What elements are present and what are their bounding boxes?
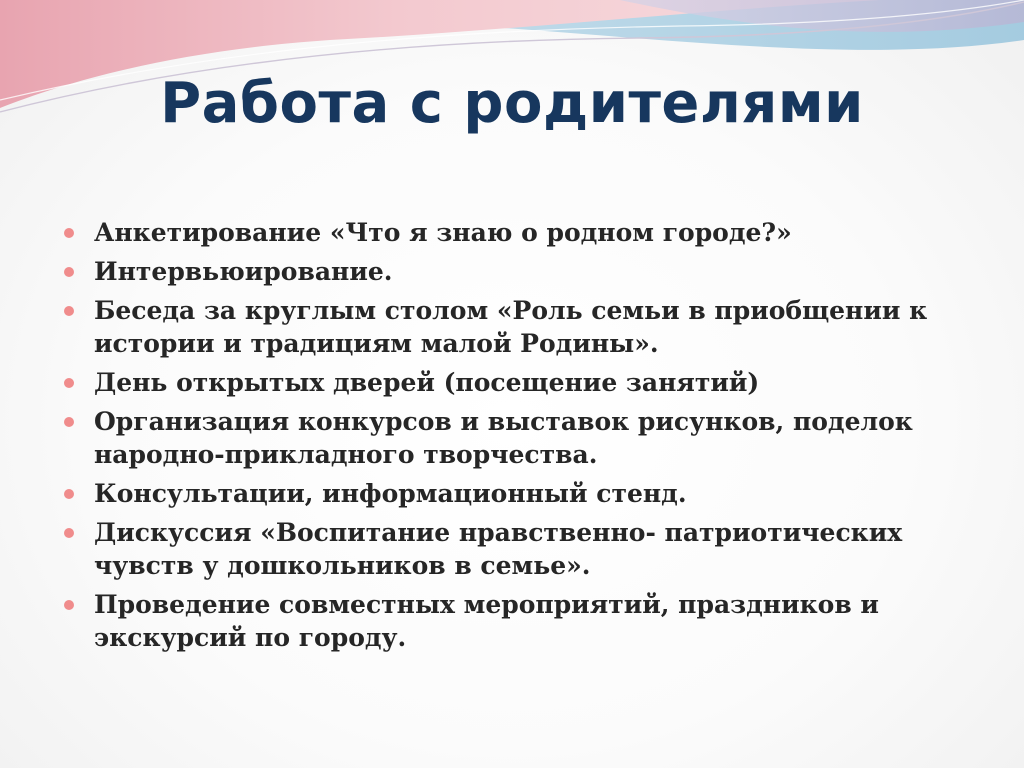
list-item	[64, 516, 964, 582]
bullet-dot-icon	[64, 417, 74, 427]
list-item	[64, 294, 964, 360]
list-item-text: Организация конкурсов и выставок рисунков, поделок народно-прикладного творчества.	[94, 407, 913, 469]
list-item-text: Анкетирование «Что я знаю о родном городе?»	[94, 218, 792, 247]
bullet-dot-icon	[64, 378, 74, 388]
slide-title: Работа с родителями	[160, 71, 864, 136]
list-item-text: Дискуссия «Воспитание нравственно- патриотических чувств у дошкольников в семье».	[94, 518, 903, 580]
bullet-dot-icon	[64, 528, 74, 538]
bullet-list	[64, 216, 964, 660]
bullet-dot-icon	[64, 489, 74, 499]
list-item-text: Интервьюирование.	[94, 257, 393, 286]
list-item-text: Проведение совместных мероприятий, праздников и экскурсий по городу.	[94, 590, 879, 652]
list-item	[64, 477, 964, 510]
list-item	[64, 588, 964, 654]
list-item	[64, 216, 964, 249]
bullet-dot-icon	[64, 306, 74, 316]
list-item-text: Консультации, информационный стенд.	[94, 479, 687, 508]
list-item	[64, 405, 964, 471]
bullet-dot-icon	[64, 228, 74, 238]
list-item-text: День открытых дверей (посещение занятий)	[94, 368, 760, 397]
list-item	[64, 255, 964, 288]
bullet-dot-icon	[64, 267, 74, 277]
list-item	[64, 366, 964, 399]
bullet-dot-icon	[64, 600, 74, 610]
list-item-text: Беседа за круглым столом «Роль семьи в приобщении к истории и традициям малой Родины».	[94, 296, 928, 358]
